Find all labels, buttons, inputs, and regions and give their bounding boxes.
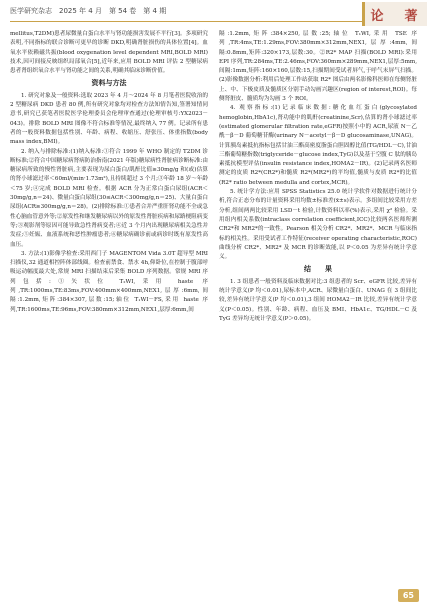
paragraph-observations: 4. 观察指标:(1)记录临床数据:糖化血红蛋白(glycosylated hemoglobin,HbA1c),肾功能中的肌酐(creatinine,Scr),估算的肾小球滤过率(estimated glomerular filtration rate,eGFR)按照小中的 ACR,尿液 N－乙酰－β－D 葡萄糖苷酶(urinary N－acetyl－β－D glucosaminase,UNAG)。计算胰岛素抵抗指标包括甘油三酯高密度脂蛋白胆固醇比值(TG/HDL－C),甘油三酯葡萄糖指数(triglyceride－glucose index,TyG)以及基于空腹 C 肽的胰岛素抵抗模型评估(insulin resistance index,HOMA2－IR)。(2)记录两名医师测定的皮质 R2*(CR2*)和髓质 R2*(MR2*)的平均值,髓质与皮质 R2*的比值(R2* ratio between medulla and cortex,MCR)。 [219, 105, 417, 186]
right-column [219, 30, 417, 324]
paragraph-methods: 3. 方法:(1)影像学检查:采用西门子 MAGENTOM Vida 3.0T 超导型 MRI 扫描仪,32 通道相控阵体部线圈。检查前禁食、禁水 4h,仰卧位,在控制于腹部呼吸运动幅度最大处,常规 MRI 扫描结束后采集 BOLD 序列数据。常规 MRI 序列包括:①矢状位 T₂WI,采用 haste 序列,TR:1000ms,TE:83ms,FOV:400mm×400mm,NEX1,层厚:6mm,间隔:1.2mm,矩阵:384×307,层数:15;轴位 T₁WI－FS,采用 haste 序列,TR:1600ms,TE:96ms,FOV:380mm×312mm,NEX1,层厚:6mm,间 [10, 250, 208, 313]
section-title-results: 结 果 [304, 265, 332, 274]
page-header [0, 0, 427, 28]
paragraph-methods-continued: 隔:1.2mm,矩阵:384×250,层数:25;轴位 T₁WI,采用 TSE 序列,TR:4ms,TE:1.29ms,FOV:380mm×312mm,NEX1,层厚:4mm,间隔:0.8mm,矩阵:320×173,层数:30。②R2* MAP 扫描(BOLD MRI):采用 EPI 序列,TR:284ms,TE:2.46ms,FOV:360mm×289mm,NEX1,层厚:5mm,间隔:1mm,矩阵:160×160,层数:15,扫描期间受试者屏气,于呼气末屏气扫描。(2)影像数据分析:利用后处理工作站获取 R2* 图后由两名影像科医师在每侧肾脏上、中、下极皮质及髓质区分别手动勾画兴趣区(region of interest,ROI)。每侧肾脏皮、髓质均为勾画 3 个 ROI。 [219, 31, 417, 103]
journal-info: 医学研究杂志 2025 年 4 月 第 54 卷 第 4 期 [10, 7, 167, 15]
paragraph-criteria: 2. 纳入与排除标准:(1)纳入标准:①符合 1999 年 WHO 制定的 T2DM 诊断标准;②符合中国糖尿病肾病防治指南(2021 年版)糖尿病性肾脏病诊断标准:由糖尿病所致的慢性肾脏病,主要表现为尿白蛋白/肌酐比值≥30mg/g 和(或)估算的肾小球滤过率＜60ml/(min·1.73m²),且持续超过 3 个月;③年龄 18 岁～年龄＜75 岁;④完成 BOLD MRI 检查。根据 ACR 分为正常白蛋白尿组(ACR＜30mg/g,n＝24)、微量白蛋白尿组(30≤ACR＜300mg/g,n＝25)、大量白蛋白尿组(ACR≥300mg/g,n＝28)。(2)排除标准:①患者合并严重肝肾功能不全或急性心脑血管意外等;②原发性和继发糖尿病以外的原发性肾脏疾病和尿路梗阻病变等;③观影剂等原因可能导致急性肾病变者;④近 3 个月内出现糖尿病相关急性并发症;⑤妊娠、血液系统和恶性肿瘤患者;⑥糖尿病确诊前或病诊时既有原发性高血压。 [10, 148, 208, 248]
paragraph-statistics: 5. 统计学方法:应用 SPSS Statistics 25.0 统计学软件对数据进行统计分析,符合正态分布的计量资料采用均数±标准差(x̄±s)表示。多组间比较采用方差分析,组间两两比较采用 LSD－t 检验,计数资料以率(%)表示,采用 χ² 检验。采用组内相关系数(intraclass correlation coefficient,ICC)比较两名医师所测 CR2*和 MR2*的一致性。Pearson 相关分析 CR2*、MR2*、MCR 与临床指标的相关性。采用受试者工作特征(receiver operating characteristic,ROC)曲线分析 CR2*、MR2* 及 MCR 的诊断效能,以 P＜0.05 为差异有统计学意义。 [219, 189, 417, 261]
paragraph-results: 1. 3 组患者一般资料及临床数据对比:3 组患者的 Scr、eGFR 比较,差异有统计学意义(P 均＜0.01),尿标本中,ACR、尿微量白蛋白、UNAG 在 3 组间比较,差异有统计学意义(P 均＜0.01),3 组间 HOMA2－IR 比较,差异有统计学意义(P＜0.05)。性别、年龄、病程、血压及 BMI、HbA1c、TG/HDL－C 及 TyG 差异均无统计学意义(P＞0.05)。 [219, 278, 417, 322]
section-banner: 论 著 [362, 2, 427, 26]
paragraph-intro-continued: mellitus,T2DM)患者尿微量白蛋白水平与肾功能损害发展不平行[3]。多项研究表明,不同指标的联合诊断可更早的诊断 DKD,明确肾脏损伤的具体位置[4]。血氧水平依赖磁共振(blood oxygenation level dependent MRI,BOLD MRI)技术,因可间接反映组织局部氧合[5],近年来,应用 BOLD MRI 评估 2 型糖尿病患者肾组织氧合水平与肾功能之间的关系,明确其临床诊断价值。 [10, 31, 208, 75]
header-rule [10, 21, 372, 22]
section-title-methods: 资料与方法 [91, 79, 127, 88]
paragraph-subjects: 1. 研究对象及一般资料:选取 2023 年 4 月～2024 年 8 月笔者医院收治的 2 型糖尿病 DKD 患者 80 例,所有研究对象均对检查方法知情告知,签署知情同意书,研究已获笔者医院医学伦理委员会伦理审查通过(伦理审核号:YX2023－043)。排除 BOLD MRI 图像不符合标准等情况,最终纳入 77 例。记录所有患者的一般资料数据包括性别、年龄、病程、收缩压、舒张压、体重指数(body mass index,BMI)。 [10, 92, 208, 146]
page-number: 65 [398, 589, 419, 602]
left-column [10, 30, 208, 315]
